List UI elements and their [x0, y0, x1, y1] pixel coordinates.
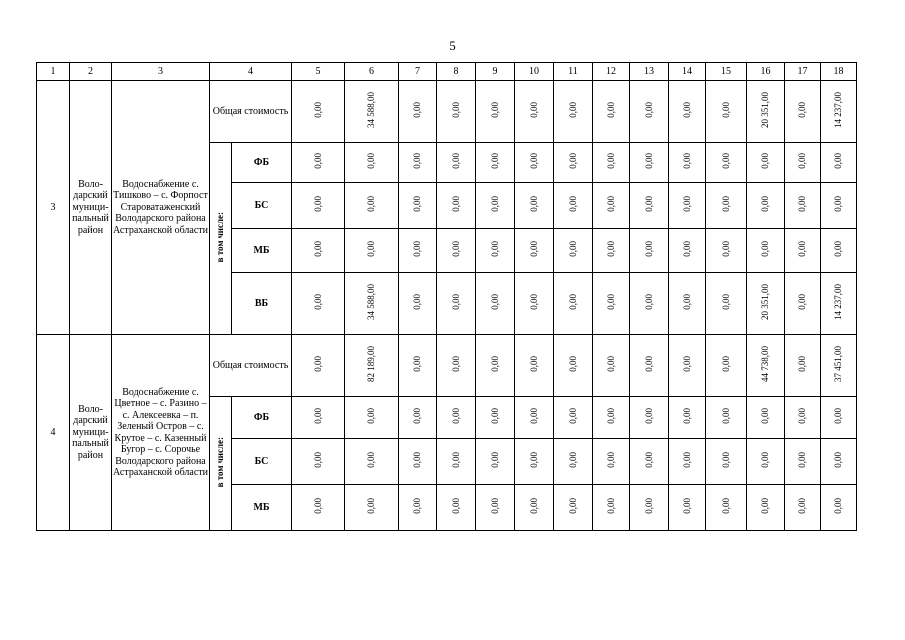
value-cell	[630, 485, 669, 531]
value-text: 0,00	[366, 153, 377, 170]
project-description: Водоснабжение с. Цветное – с. Разино – с. Алексеевка – п. Зеленый Остров – с. Крутое – с. Казенный Бугор – с. Сорочье Володарского района Астраханской области	[112, 335, 210, 531]
value-cell	[669, 397, 706, 439]
district-cell: Воло- дарский муници- пальный район	[70, 81, 112, 335]
value-cell	[747, 143, 785, 183]
budget-table	[36, 62, 857, 531]
value-cell	[515, 143, 554, 183]
value-text: 0,00	[412, 294, 423, 311]
value-cell	[593, 273, 630, 335]
row-number: 3	[37, 81, 70, 335]
value-cell	[785, 183, 821, 229]
value-cell	[437, 229, 476, 273]
value-cell	[554, 143, 593, 183]
value-text: 0,00	[720, 102, 731, 119]
value-cell	[437, 335, 476, 397]
value-text: 20 351,00	[760, 92, 771, 129]
value-text: 0,00	[681, 102, 692, 119]
including-label-cell	[210, 143, 232, 335]
value-text: 0,00	[412, 452, 423, 469]
value-cell	[292, 485, 345, 531]
value-cell	[747, 183, 785, 229]
value-text: 0,00	[797, 452, 808, 469]
fund-label: ФБ	[232, 397, 292, 439]
value-cell	[669, 229, 706, 273]
value-cell	[554, 485, 593, 531]
value-text: 0,00	[760, 196, 771, 213]
value-text: 0,00	[720, 452, 731, 469]
header-cell: 12	[593, 63, 630, 81]
value-text: 44 738,00	[760, 346, 771, 383]
value-text: 0,00	[605, 241, 616, 258]
value-text: 0,00	[567, 196, 578, 213]
value-text: 0,00	[528, 294, 539, 311]
value-cell	[821, 273, 857, 335]
value-text: 0,00	[797, 408, 808, 425]
value-text: 0,00	[489, 102, 500, 119]
value-text: 0,00	[681, 356, 692, 373]
header-cell: 5	[292, 63, 345, 81]
value-cell	[785, 397, 821, 439]
value-cell	[593, 439, 630, 485]
value-text: 0,00	[833, 196, 844, 213]
value-cell	[785, 229, 821, 273]
value-cell	[476, 229, 515, 273]
value-cell	[476, 273, 515, 335]
value-cell	[785, 81, 821, 143]
value-text: 0,00	[312, 196, 323, 213]
value-text: 0,00	[605, 408, 616, 425]
value-text: 0,00	[450, 356, 461, 373]
value-cell	[669, 335, 706, 397]
value-text: 0,00	[643, 408, 654, 425]
value-cell	[476, 81, 515, 143]
header-cell: 2	[70, 63, 112, 81]
value-cell	[706, 143, 747, 183]
value-text: 0,00	[681, 498, 692, 515]
value-cell	[554, 273, 593, 335]
fund-label: ВБ	[232, 273, 292, 335]
value-text: 0,00	[567, 498, 578, 515]
value-cell	[593, 397, 630, 439]
value-text: 0,00	[760, 452, 771, 469]
value-cell	[345, 397, 399, 439]
value-text: 14 237,00	[833, 92, 844, 129]
value-cell	[821, 81, 857, 143]
value-text: 0,00	[528, 408, 539, 425]
value-text: 0,00	[567, 153, 578, 170]
value-text: 0,00	[489, 356, 500, 373]
value-text: 0,00	[412, 498, 423, 515]
value-text: 0,00	[489, 153, 500, 170]
value-cell	[706, 439, 747, 485]
value-cell	[706, 273, 747, 335]
value-cell	[554, 335, 593, 397]
value-text: 0,00	[528, 241, 539, 258]
value-text: 14 237,00	[833, 284, 844, 321]
value-cell	[785, 273, 821, 335]
value-text: 0,00	[643, 196, 654, 213]
header-cell: 1	[37, 63, 70, 81]
value-text: 0,00	[450, 408, 461, 425]
value-cell	[399, 229, 437, 273]
value-text: 0,00	[681, 153, 692, 170]
value-cell	[747, 439, 785, 485]
value-cell	[292, 229, 345, 273]
value-text: 0,00	[366, 452, 377, 469]
value-cell	[554, 183, 593, 229]
fund-label: БС	[232, 183, 292, 229]
value-cell	[669, 183, 706, 229]
header-cell: 15	[706, 63, 747, 81]
value-text: 0,00	[312, 408, 323, 425]
value-text: 0,00	[797, 241, 808, 258]
value-text: 0,00	[312, 294, 323, 311]
value-cell	[706, 485, 747, 531]
value-text: 0,00	[312, 153, 323, 170]
value-text: 0,00	[366, 241, 377, 258]
value-cell	[593, 229, 630, 273]
value-text: 0,00	[605, 452, 616, 469]
value-text: 0,00	[797, 294, 808, 311]
header-cell: 4	[210, 63, 292, 81]
value-text: 0,00	[489, 408, 500, 425]
value-text: 0,00	[450, 241, 461, 258]
value-text: 0,00	[681, 241, 692, 258]
fund-label: МБ	[232, 229, 292, 273]
value-text: 0,00	[797, 196, 808, 213]
value-text: 0,00	[366, 498, 377, 515]
value-cell	[554, 81, 593, 143]
page-number: 5	[449, 38, 456, 53]
value-cell	[669, 273, 706, 335]
value-text: 0,00	[605, 294, 616, 311]
value-text: 0,00	[681, 196, 692, 213]
value-text: 0,00	[760, 153, 771, 170]
header-cell: 7	[399, 63, 437, 81]
value-cell	[706, 183, 747, 229]
value-cell	[515, 397, 554, 439]
value-text: 0,00	[489, 452, 500, 469]
value-cell	[292, 397, 345, 439]
value-cell	[437, 397, 476, 439]
value-text: 0,00	[366, 408, 377, 425]
value-text: 0,00	[528, 452, 539, 469]
district-cell: Воло- дарский муници- пальный район	[70, 335, 112, 531]
value-text: 0,00	[643, 294, 654, 311]
value-cell	[593, 335, 630, 397]
value-text: 0,00	[412, 408, 423, 425]
value-cell	[292, 143, 345, 183]
row-number: 4	[37, 335, 70, 531]
value-text: 0,00	[567, 294, 578, 311]
value-cell	[747, 397, 785, 439]
value-text: 0,00	[412, 102, 423, 119]
value-cell	[593, 81, 630, 143]
header-row	[37, 63, 857, 81]
value-cell	[785, 335, 821, 397]
value-cell	[706, 229, 747, 273]
value-text: 0,00	[412, 196, 423, 213]
value-cell	[593, 143, 630, 183]
value-text: 0,00	[412, 356, 423, 373]
value-cell	[292, 273, 345, 335]
value-text: 0,00	[720, 498, 731, 515]
value-cell	[437, 81, 476, 143]
value-cell	[515, 439, 554, 485]
header-cell: 3	[112, 63, 210, 81]
value-text: 0,00	[643, 452, 654, 469]
value-text: 82 189,00	[366, 346, 377, 383]
value-cell	[292, 439, 345, 485]
value-cell	[476, 485, 515, 531]
value-cell	[399, 439, 437, 485]
value-text: 0,00	[643, 498, 654, 515]
header-cell: 18	[821, 63, 857, 81]
total-cost-label: Общая стоимость	[210, 81, 292, 143]
value-cell	[821, 335, 857, 397]
value-text: 0,00	[643, 241, 654, 258]
value-text: 0,00	[450, 196, 461, 213]
including-label: в том числе:	[215, 212, 226, 263]
value-text: 0,00	[567, 408, 578, 425]
table-row	[37, 81, 857, 143]
value-cell	[399, 485, 437, 531]
value-cell	[554, 229, 593, 273]
value-cell	[630, 229, 669, 273]
value-cell	[706, 81, 747, 143]
value-cell	[476, 143, 515, 183]
value-text: 0,00	[643, 102, 654, 119]
value-text: 0,00	[720, 294, 731, 311]
value-cell	[554, 439, 593, 485]
value-cell	[476, 397, 515, 439]
value-cell	[399, 397, 437, 439]
value-cell	[821, 183, 857, 229]
value-cell	[630, 397, 669, 439]
value-text: 0,00	[605, 356, 616, 373]
value-text: 0,00	[720, 153, 731, 170]
value-cell	[747, 335, 785, 397]
header-cell: 8	[437, 63, 476, 81]
value-cell	[747, 485, 785, 531]
header-cell: 6	[345, 63, 399, 81]
value-text: 0,00	[567, 102, 578, 119]
value-cell	[515, 273, 554, 335]
value-text: 0,00	[797, 498, 808, 515]
value-cell	[345, 335, 399, 397]
value-text: 0,00	[312, 452, 323, 469]
value-text: 0,00	[528, 153, 539, 170]
header-cell: 11	[554, 63, 593, 81]
value-text: 0,00	[567, 356, 578, 373]
value-cell	[345, 143, 399, 183]
value-cell	[593, 183, 630, 229]
value-text: 0,00	[489, 294, 500, 311]
value-text: 0,00	[760, 241, 771, 258]
including-label-cell	[210, 397, 232, 531]
value-text: 0,00	[605, 498, 616, 515]
value-text: 0,00	[489, 498, 500, 515]
header-cell: 10	[515, 63, 554, 81]
value-text: 0,00	[833, 153, 844, 170]
value-cell	[292, 183, 345, 229]
value-cell	[437, 273, 476, 335]
value-cell	[669, 485, 706, 531]
header-cell: 14	[669, 63, 706, 81]
value-cell	[669, 439, 706, 485]
value-cell	[399, 81, 437, 143]
value-text: 0,00	[312, 498, 323, 515]
table-row	[37, 335, 857, 397]
value-cell	[515, 81, 554, 143]
value-cell	[821, 485, 857, 531]
header-cell: 17	[785, 63, 821, 81]
value-text: 0,00	[450, 102, 461, 119]
value-cell	[345, 183, 399, 229]
value-cell	[399, 335, 437, 397]
value-cell	[706, 397, 747, 439]
value-text: 0,00	[720, 356, 731, 373]
value-cell	[630, 81, 669, 143]
fund-label: МБ	[232, 485, 292, 531]
value-text: 0,00	[681, 294, 692, 311]
value-cell	[630, 335, 669, 397]
value-text: 0,00	[720, 408, 731, 425]
value-cell	[345, 273, 399, 335]
value-cell	[706, 335, 747, 397]
value-text: 0,00	[450, 294, 461, 311]
value-text: 0,00	[605, 196, 616, 213]
value-cell	[476, 335, 515, 397]
value-text: 0,00	[720, 241, 731, 258]
value-cell	[515, 229, 554, 273]
value-cell	[292, 335, 345, 397]
fund-label: БС	[232, 439, 292, 485]
value-text: 0,00	[760, 408, 771, 425]
value-cell	[821, 229, 857, 273]
value-text: 0,00	[643, 153, 654, 170]
value-text: 0,00	[605, 153, 616, 170]
value-text: 0,00	[528, 356, 539, 373]
value-cell	[345, 229, 399, 273]
value-cell	[821, 397, 857, 439]
value-cell	[399, 273, 437, 335]
value-cell	[292, 81, 345, 143]
value-cell	[747, 229, 785, 273]
value-cell	[669, 81, 706, 143]
value-cell	[437, 183, 476, 229]
value-cell	[669, 143, 706, 183]
value-text: 0,00	[366, 196, 377, 213]
value-cell	[476, 183, 515, 229]
project-description: Водоснабжение с. Тишково – с. Форпост Староватаженский Володарского района Астраханской области	[112, 81, 210, 335]
value-cell	[747, 81, 785, 143]
value-text: 0,00	[760, 498, 771, 515]
value-cell	[515, 485, 554, 531]
header-cell: 13	[630, 63, 669, 81]
value-text: 0,00	[450, 498, 461, 515]
value-cell	[747, 273, 785, 335]
value-text: 0,00	[605, 102, 616, 119]
value-cell	[515, 183, 554, 229]
value-text: 0,00	[567, 241, 578, 258]
value-cell	[399, 143, 437, 183]
value-cell	[821, 439, 857, 485]
value-text: 0,00	[797, 153, 808, 170]
value-text: 0,00	[528, 102, 539, 119]
value-text: 0,00	[720, 196, 731, 213]
fund-label: ФБ	[232, 143, 292, 183]
value-cell	[437, 143, 476, 183]
value-text: 34 588,00	[366, 92, 377, 129]
value-cell	[821, 143, 857, 183]
value-text: 0,00	[450, 452, 461, 469]
value-text: 0,00	[681, 408, 692, 425]
value-text: 0,00	[833, 241, 844, 258]
value-cell	[630, 143, 669, 183]
value-cell	[399, 183, 437, 229]
header-cell: 9	[476, 63, 515, 81]
value-text: 37 451,00	[833, 346, 844, 383]
value-text: 0,00	[528, 498, 539, 515]
value-text: 0,00	[412, 153, 423, 170]
value-text: 0,00	[797, 356, 808, 373]
value-cell	[515, 335, 554, 397]
value-text: 34 588,00	[366, 284, 377, 321]
value-cell	[785, 143, 821, 183]
value-cell	[630, 439, 669, 485]
value-text: 0,00	[489, 196, 500, 213]
value-cell	[630, 273, 669, 335]
value-text: 0,00	[528, 196, 539, 213]
value-text: 0,00	[312, 356, 323, 373]
value-cell	[785, 485, 821, 531]
value-text: 0,00	[643, 356, 654, 373]
value-cell	[554, 397, 593, 439]
value-text: 0,00	[312, 102, 323, 119]
value-cell	[785, 439, 821, 485]
value-cell	[476, 439, 515, 485]
total-cost-label: Общая стоимость	[210, 335, 292, 397]
value-text: 0,00	[412, 241, 423, 258]
value-text: 0,00	[797, 102, 808, 119]
value-text: 0,00	[833, 498, 844, 515]
value-text: 0,00	[489, 241, 500, 258]
value-cell	[345, 81, 399, 143]
value-cell	[345, 439, 399, 485]
value-text: 0,00	[833, 452, 844, 469]
table-body	[37, 63, 857, 531]
value-text: 0,00	[450, 153, 461, 170]
header-cell: 16	[747, 63, 785, 81]
value-text: 0,00	[681, 452, 692, 469]
value-text: 0,00	[567, 452, 578, 469]
value-text: 0,00	[833, 408, 844, 425]
value-text: 20 351,00	[760, 284, 771, 321]
value-cell	[437, 485, 476, 531]
value-text: 0,00	[312, 241, 323, 258]
including-label: в том числе:	[215, 437, 226, 488]
value-cell	[345, 485, 399, 531]
value-cell	[593, 485, 630, 531]
value-cell	[437, 439, 476, 485]
value-cell	[630, 183, 669, 229]
